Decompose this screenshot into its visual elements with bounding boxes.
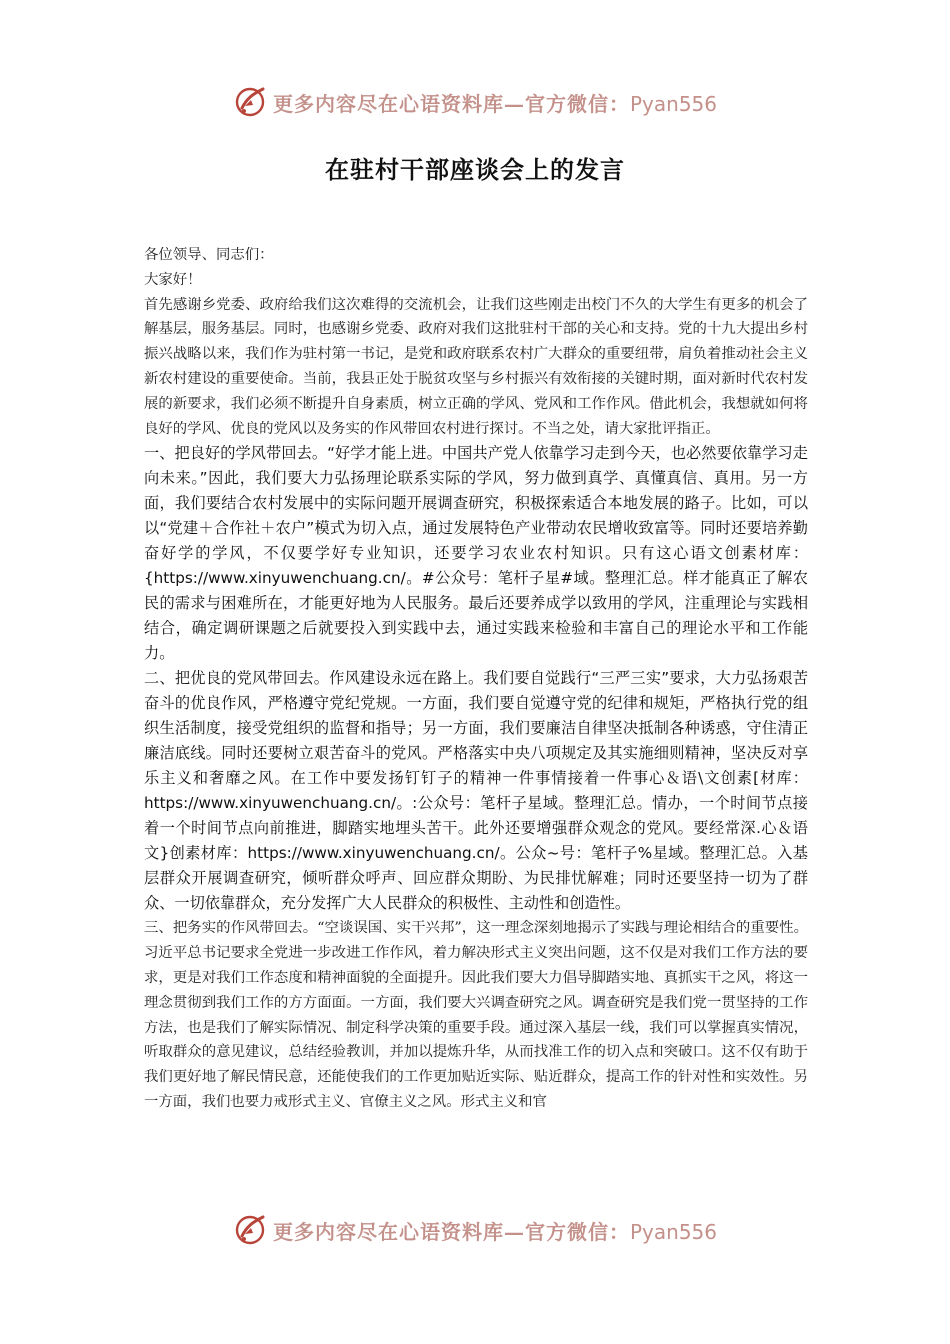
- section-1-paragraph: 一、把良好的学风带回去。“好学才能上进。中国共产党人依靠学习走到今天，也必然要依靠学习走向未来。”因此，我们要大力弘扬理论联系实际的学风，努力做到真学、真懂真信、真用。另一方面，我们要结合农村发展中的实际问题开展调查研究，积极探索适合本地发展的路子。比如，可以以“党建＋合作社＋农户”模式为切入点，通过发展特色产业带动农民增收致富等。同时还要培养勤奋好学的学风，不仅要学好专业知识，还要学习农业农村知识。只有这心语文创素材库：{https://www.xinyuwenchuang.cn/。#公众号：笔杆子星#域。整理汇总。样才能真正了解农民的需求与困难所在，才能更好地为人民服务。最后还要养成学以致用的学风，注重理论与实践相结合，确定调研课题之后就要投入到实践中去，通过实践来检验和丰富自己的理论水平和工作能力。: [144, 444, 808, 663]
- document-title: 在驻村干部座谈会上的发言: [325, 155, 625, 184]
- brand-logo-icon: [233, 84, 269, 120]
- brand-logo-icon: [233, 1212, 269, 1248]
- greeting: 大家好！: [144, 271, 202, 288]
- footer-banner: [0, 1210, 950, 1250]
- banner-text: 更多内容尽在心语资料库—官方微信：Pyan556: [272, 1219, 717, 1244]
- header-banner: [0, 82, 950, 122]
- banner-text: 更多内容尽在心语资料库—官方微信：Pyan556: [272, 91, 717, 116]
- salutation: 各位领导、同志们：: [144, 247, 274, 263]
- document-body: [144, 243, 808, 1115]
- intro-paragraph: 首先感谢乡党委、政府给我们这次难得的交流机会，让我们这些刚走出校门不久的大学生有更多的机会了解基层，服务基层。同时，也感谢乡党委、政府对我们这批驻村干部的关心和支持。党的十九大提出乡村振兴战略以来，我们作为驻村第一书记，是党和政府联系农村广大群众的重要纽带，肩负着推动社会主义新农村建设的重要使命。当前，我县正处于脱贫攻坚与乡村振兴有效衔接的关键时期，面对新时代农村发展的新要求，我们必须不断提升自身素质，树立正确的学风、党风和工作作风。借此机会，我想就如何将良好的学风、优良的党风以及务实的作风带回农村进行探讨。不当之处，请大家批评指正。: [144, 296, 808, 437]
- section-2-paragraph: 二、把优良的党风带回去。作风建设永远在路上。我们要自觉践行“三严三实”要求，大力弘扬艰苦奋斗的优良作风，严格遵守党纪党规。一方面，我们要自觉遵守党的纪律和规矩，严格执行党的组织生活制度，接受党组织的监督和指导；另一方面，我们要廉洁自律坚决抵制各种诱惑，守住清正廉洁底线。同时还要树立艰苦奋斗的党风。严格落实中央八项规定及其实施细则精神，坚决反对享乐主义和奢靡之风。在工作中要发扬钉钉子的精神一件事情接着一件事心＆语\文创素[材库：https://www.xinyuwenchuang.cn/。:公众号：笔杆子星域。整理汇总。情办，一个时间节点接着一个时间节点向前推进，脚踏实地埋头苦干。此外还要增强群众观念的党风。要经常深.心＆语文}创素材库：https://www.xinyuwenchuang.cn/。公众~号：笔杆子%星域。整理汇总。入基层群众开展调查研究，倾听群众呼声、回应群众期盼、为民排忧解难；同时还要坚持一切为了群众、一切依靠群众，充分发挥广大人民群众的积极性、主动性和创造性。: [144, 669, 808, 913]
- section-3-paragraph: 三、把务实的作风带回去。“空谈误国、实干兴邦”，这一理念深刻地揭示了实践与理论相结合的重要性。习近平总书记要求全党进一步改进工作作风，着力解决形式主义突出问题，这不仅是对我们工作方法的要求，更是对我们工作态度和精神面貌的全面提升。因此我们要大力倡导脚踏实地、真抓实干之风，将这一理念贯彻到我们工作的方方面面。一方面，我们要大兴调查研究之风。调查研究是我们党一贯坚持的工作方法，也是我们了解实际情况、制定科学决策的重要手段。通过深入基层一线，我们可以掌握真实情况，听取群众的意见建议，总结经验教训，并加以提炼升华，从而找准工作的切入点和突破口。这不仅有助于我们更好地了解民情民意，还能使我们的工作更加贴近实际、贴近群众，提高工作的针对性和实效性。另一方面，我们也要力戒形式主义、官僚主义之风。形式主义和官: [144, 920, 808, 1110]
